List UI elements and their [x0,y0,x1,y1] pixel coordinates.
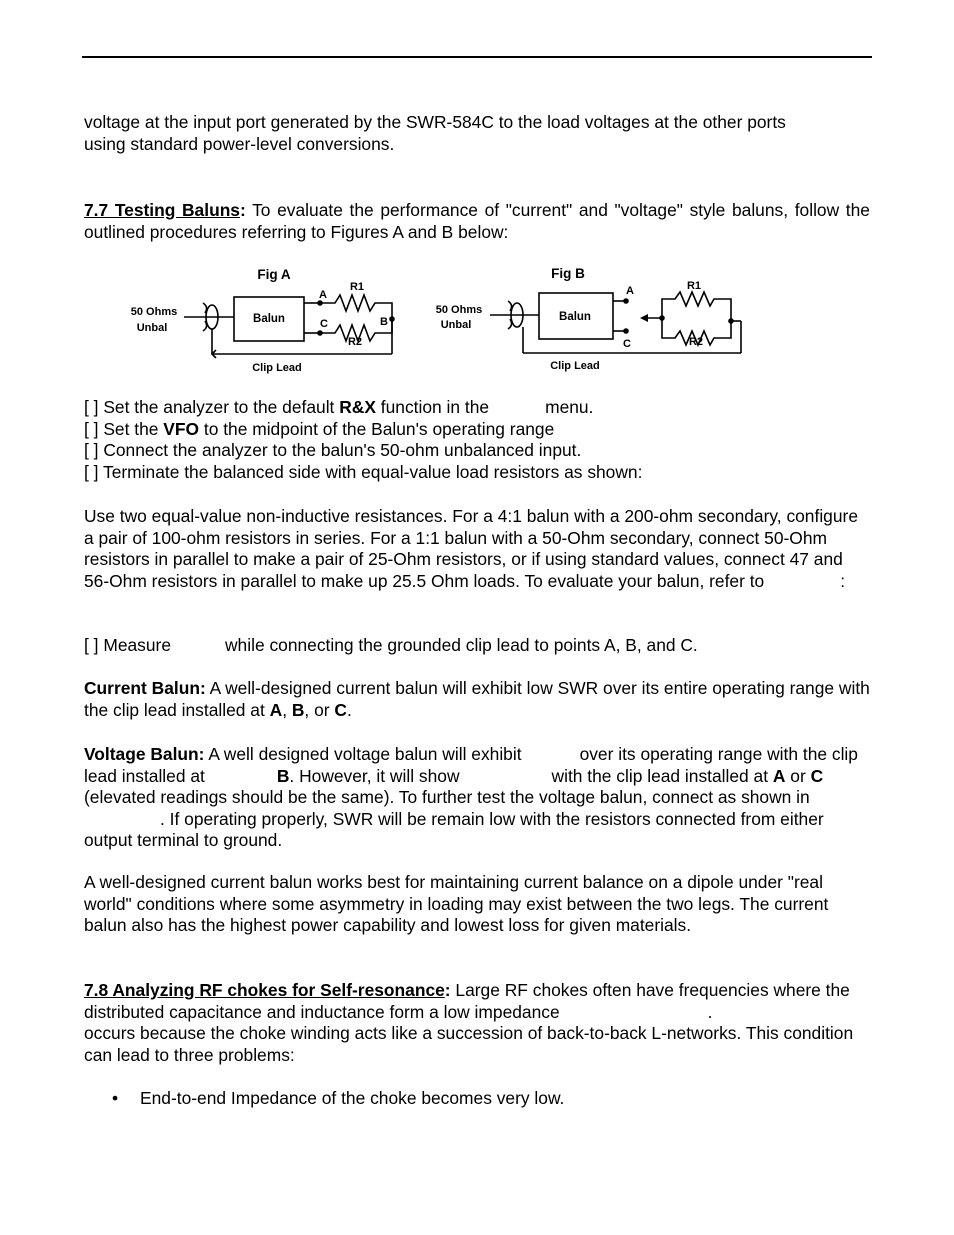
fig-b-coax-tick-top [508,301,512,311]
voltage-balun-text-7: . If operating properly, SWR will be remain low with the resistors connected from either output terminal to ground. [84,808,824,850]
fig-a-node-c [317,330,323,336]
current-balun-sep-1: , [282,699,292,720]
section-7-7-paragraph [84,200,870,243]
voltage-balun-text-4: with the clip lead installed at [551,765,773,786]
checklist-item-1-text-d: menu. [545,397,594,417]
bullet-item-1: End-to-end Impedance of the choke becomes very low. [140,1088,565,1108]
fig-a-clip-label: Clip Lead [252,362,302,374]
fig-a-coax-tick-top [203,303,207,313]
voltage-balun-text-2: over its operating range with the clip lead installed at [84,744,858,786]
voltage-balun-point-b: B [276,765,290,786]
voltage-balun-text-1: A well designed voltage balun will exhibit [204,744,522,764]
fig-b-probe-arrow [640,314,648,322]
section-7-8-heading: 7.8 Analyzing RF chokes for Self-resonance [84,980,445,1000]
checklist-item-1 [84,397,870,419]
intro-line-1: voltage at the input port generated by the SWR-584C to the load voltages at the other ports [84,112,786,132]
fig-b-drawing [490,292,741,353]
fig-b-r1-label: R1 [686,280,702,292]
fig-a-drawing [184,295,392,358]
bullet-marker: • [112,1088,119,1108]
checklist-item-3: [ ] Connect the analyzer to the balun's 50-ohm unbalanced input. [84,440,582,460]
checklist [84,397,870,483]
balun-test-figures [0,255,954,385]
fig-b-node-r-left [659,315,665,321]
resistor-text: Use two equal-value non-inductive resistances. For a 4:1 balun with a 200-ohm secondary, configure a pair of 100-ohm resistors in series. For a 1:1 balun with a 50-Ohm secondary, connect 50-Ohm resistors in parallel to make a pair of 25-Ohm resistors, or if using standard values, connect 47 and 56-Ohm resistors in parallel to make up 25.5 Ohm loads. To evaluate your balun, refer to [84,506,858,591]
checklist-item-2 [84,419,870,441]
current-balun-paragraph [84,678,870,721]
fig-b-node-a [623,298,629,304]
voltage-balun-paragraph [84,744,870,852]
fig-b-coax-tick-bottom [508,319,512,329]
measure-text-a: [ ] Measure [84,635,171,655]
voltage-balun-text-6: (elevated readings should be the same). To further test the voltage balun, connect as shown in [84,787,810,807]
current-balun-point-b: B [291,699,305,720]
fig-a-r1-label: R1 [349,281,365,293]
fig-b-node-c [623,328,629,334]
fig-b-source-label-1: 50 Ohms [435,304,483,316]
current-balun-text: A well-designed current balun will exhibit low SWR over its entire operating range with the clip lead installed at [84,678,870,720]
resistor-end: : [840,570,846,591]
fig-a-coax-tick-bottom [203,321,207,331]
fig-b-point-a: A [626,285,634,297]
fig-a-source-label-1: 50 Ohms [130,306,178,318]
fig-a-title: Fig A [257,267,291,282]
voltage-balun-point-c: C [810,765,824,786]
checklist-item-2-text-a: [ ] Set the [84,418,164,439]
fig-a-r2-label: R2 [347,336,363,348]
intro-line-2: using standard power-level conversions. [84,133,395,154]
section-7-7-text: To evaluate the performance of "current" and "voltage" style baluns, follow the outlined procedures referring to Figures A and B below: [84,200,870,242]
current-balun-label: Current Balun: [84,678,206,698]
summary-paragraph: A well-designed current balun works best for maintaining current balance on a dipole under "real world" conditions where some asymmetry in loading may exist between the two legs. The current balun also has the highest power capability and lowest loss for given materials. [84,872,829,935]
checklist-item-4: [ ] Terminate the balanced side with equal-value load resistors as shown: [84,461,643,482]
voltage-balun-text-5: or [785,765,811,786]
voltage-balun-text-3: . However, it will show [289,765,460,786]
fig-b-resistor-r1 [662,292,731,321]
voltage-balun-label: Voltage Balun: [84,744,205,764]
measure-text-b: while connecting the grounded clip lead to points A, B, and C. [225,635,698,655]
fig-a-node-b [389,316,395,322]
section-7-8-paragraph [84,980,870,1066]
current-balun-end: . [346,699,352,720]
section-7-8-text-3: occurs because the choke winding acts like a succession of back-to-back L-networks. This condition can lead to three problems: [84,1023,854,1065]
checklist-item-1-text-a: [ ] Set the analyzer to the default [84,397,340,417]
section-7-7-colon: : [239,200,246,220]
fig-b-title: Fig B [551,266,585,281]
fig-a-node-a [317,300,323,306]
fig-b-clip-label: Clip Lead [550,360,600,372]
fig-a-source-label-2: Unbal [136,322,168,334]
fig-b-node-r-right [728,318,734,324]
section-7-8-colon: : [444,980,451,1000]
fig-b-balun-label: Balun [559,311,591,323]
resistor-paragraph [84,506,870,592]
checklist-item-1-text-c: function in the [375,397,490,417]
fig-b-source-label-2: Unbal [440,319,472,331]
section-7-8-text-2: . [707,1001,713,1022]
checklist-item-2-text-c: to the midpoint of the Balun's operating range [199,418,555,439]
current-balun-point-a: A [269,699,283,720]
fig-a-point-b: B [380,316,388,328]
current-balun-sep-2: , or [304,699,335,720]
section-7-8-text-1: Large RF chokes often have frequencies where the distributed capacitance and inductance form a low impedance [84,980,850,1022]
voltage-balun-point-a: A [772,765,786,786]
fig-a-point-a: A [319,289,327,301]
header-rule [82,56,872,58]
current-balun-point-c: C [334,699,347,720]
intro-paragraph [84,112,870,155]
measure-line [84,635,870,657]
fig-b-point-c: C [623,338,631,350]
checklist-item-2-vfo: VFO [163,418,200,439]
checklist-item-1-rx: R&X [339,397,376,417]
fig-a-point-c: C [320,318,328,330]
fig-a-balun-label: Balun [253,313,285,325]
section-7-7-heading: 7.7 Testing Baluns [84,200,240,220]
fig-b-r2-label: R2 [688,336,704,348]
